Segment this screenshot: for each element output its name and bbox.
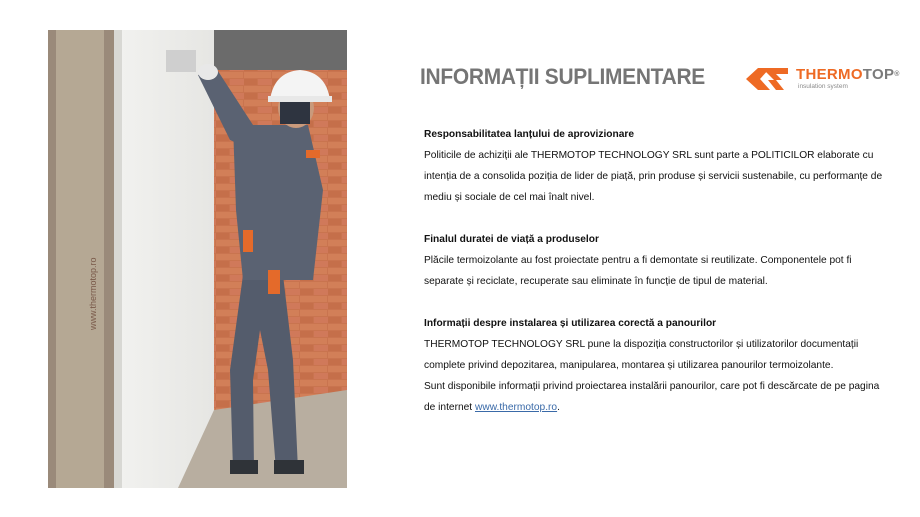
- mesh-text: www.thermotop.ro: [88, 257, 98, 330]
- section-supply-chain: [424, 124, 884, 208]
- website-link[interactable]: www.thermotop.ro: [474, 402, 558, 413]
- section-text: Plăcile termoizolante au fost proiectate pentru a fi demontate si reutilizate. Componentele pot fi separate și reciclate, recuperate sau eliminate în funcție de tipul de material.: [424, 255, 852, 287]
- thermotop-logo-icon: [746, 66, 790, 92]
- thermotop-logo: [746, 64, 900, 94]
- section-text-download: [424, 376, 884, 418]
- download-text-end: .: [557, 402, 560, 413]
- brand-tagline: insulation system: [798, 83, 848, 90]
- worker-plastering-wall-image: [48, 30, 347, 488]
- worker-photo: [48, 30, 347, 488]
- section-text: THERMOTOP TECHNOLOGY SRL pune la dispoziția constructorilor și utilizatorilor documentații complete privind depozitarea, manipularea, montarea și utilizarea panourilor termoizolante.: [424, 339, 859, 371]
- section-text: Politicile de achiziții ale THERMOTOP TECHNOLOGY SRL sunt parte a POLITICILOR elaborate cu intenția de a consolida poziția de lider de piață, prin produse și servicii sustenabile, cu performanțe de mediu și sociale de cel mai înalt nivel.: [424, 150, 883, 203]
- page-title: INFORMAȚII SUPLIMENTARE: [420, 64, 705, 89]
- section-heading: Finalul duratei de viață a produselor: [424, 234, 599, 245]
- download-text: Sunt disponibile informații privind proiectarea instalării panourilor, care pot fi descărcate de pe pagina de internet: [424, 381, 880, 413]
- section-end-of-life: [424, 229, 884, 292]
- registered-mark: ®: [894, 71, 900, 78]
- section-heading: Informații despre instalarea și utilizarea corectă a panourilor: [424, 318, 717, 329]
- brand-part-top: TOP: [862, 66, 895, 83]
- main-content: [424, 124, 884, 439]
- section-installation-info: [424, 313, 884, 418]
- brand-part-thermo: THERMO: [796, 66, 863, 83]
- section-heading: Responsabilitatea lanțului de aprovizionare: [424, 129, 635, 140]
- brand-name: [796, 66, 900, 84]
